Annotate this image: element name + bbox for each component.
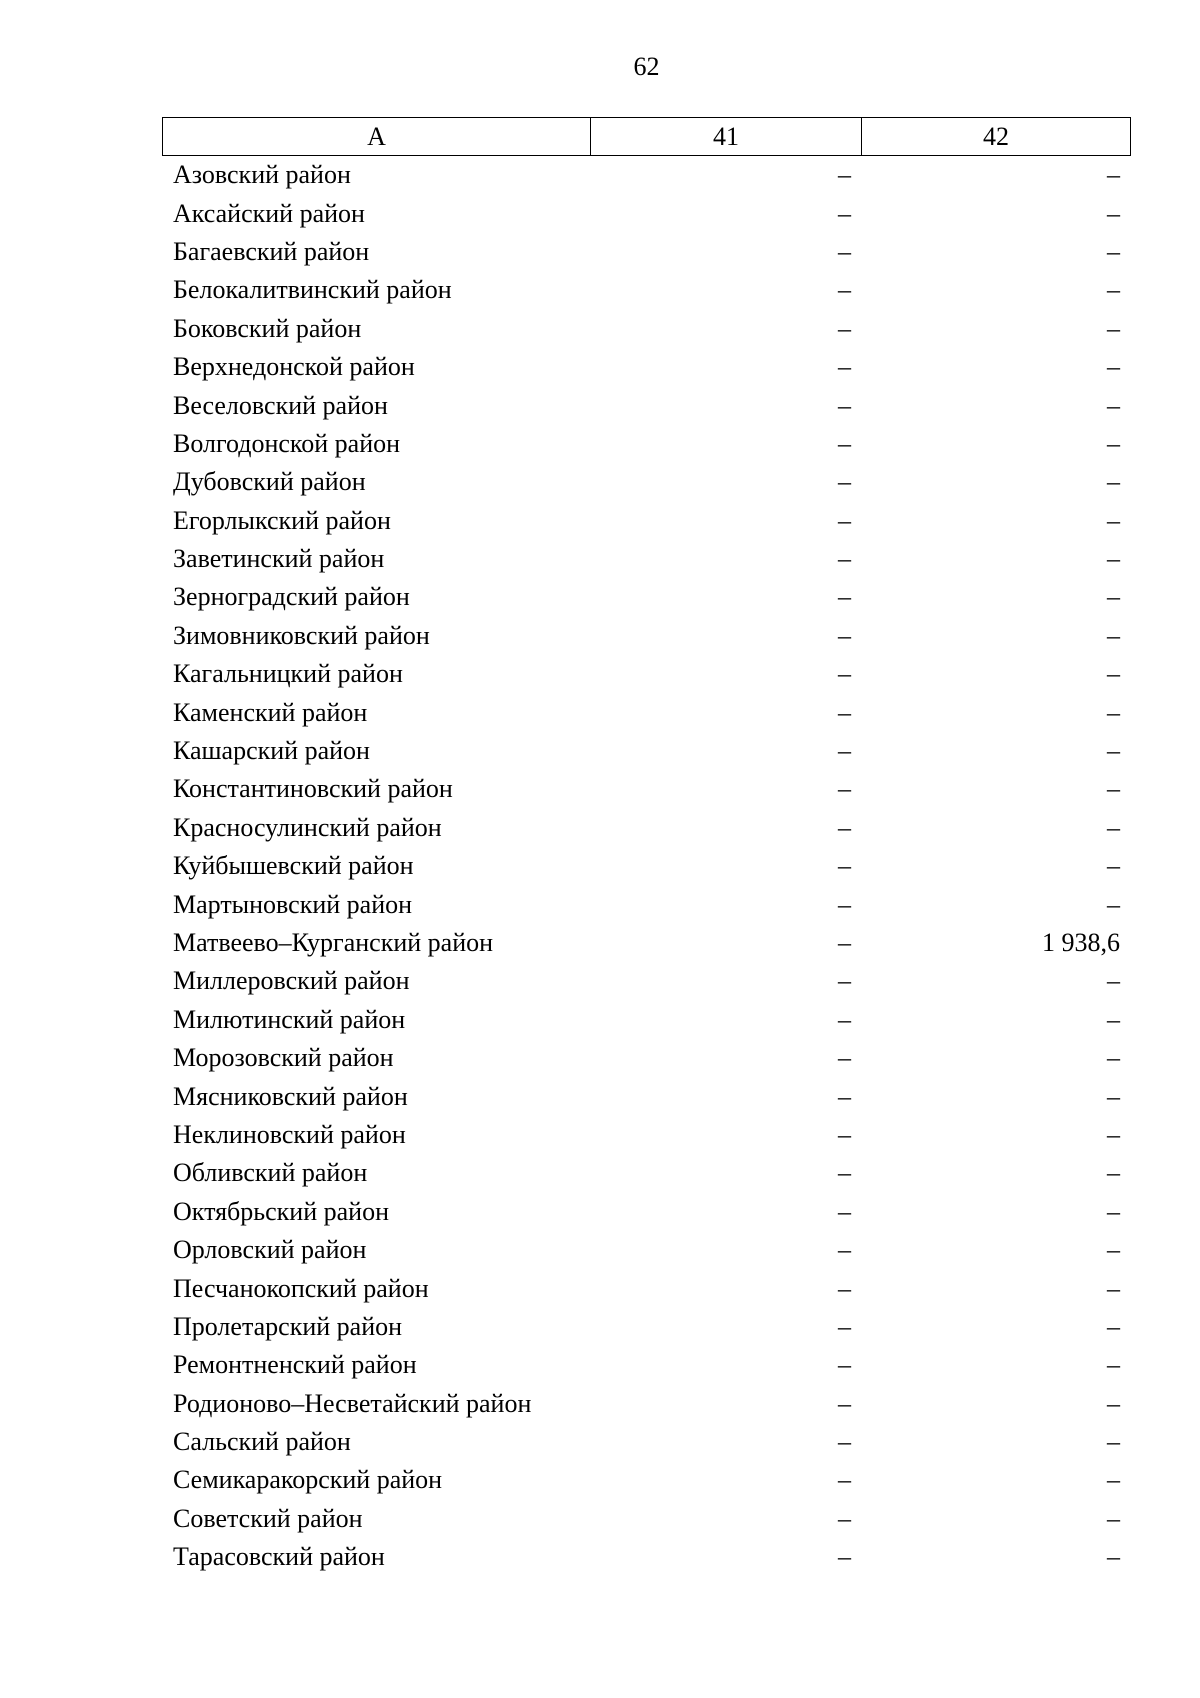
- value-col-41: –: [838, 1388, 851, 1418]
- table-row: [162, 1461, 1131, 1499]
- value-col-41: –: [838, 352, 851, 382]
- value-col-41: –: [838, 659, 851, 689]
- value-col-41: –: [838, 1350, 851, 1380]
- table-row: [162, 1423, 1131, 1461]
- district-name: Сальский район: [173, 1427, 351, 1457]
- table-row: [162, 1001, 1131, 1039]
- district-name: Советский район: [173, 1503, 363, 1533]
- value-col-42: –: [1107, 198, 1120, 228]
- value-col-41: –: [838, 851, 851, 881]
- value-col-41: –: [838, 505, 851, 535]
- table-row: [162, 502, 1131, 540]
- value-col-42: –: [1107, 1004, 1120, 1034]
- table-row: [162, 655, 1131, 693]
- table-row: [162, 1346, 1131, 1384]
- header-cell-42: 42: [983, 121, 1009, 151]
- value-col-41: –: [838, 544, 851, 574]
- district-name: Красносулинский район: [173, 812, 442, 842]
- value-col-42: –: [1107, 1350, 1120, 1380]
- table-row: [162, 693, 1131, 731]
- value-col-42: –: [1107, 1542, 1120, 1572]
- table-row: [162, 348, 1131, 386]
- value-col-41: –: [838, 966, 851, 996]
- value-col-42: –: [1107, 966, 1120, 996]
- value-col-42: –: [1107, 1427, 1120, 1457]
- value-col-42: –: [1107, 275, 1120, 305]
- header-cell-a: А: [163, 118, 591, 155]
- value-col-42: –: [1107, 160, 1120, 190]
- value-col-41: –: [838, 928, 851, 957]
- table-row: [162, 578, 1131, 616]
- table-row: [162, 1231, 1131, 1269]
- table-row: [162, 885, 1131, 923]
- table-header: [162, 117, 1131, 156]
- value-col-41: –: [838, 1235, 851, 1265]
- table-row: [162, 1116, 1131, 1154]
- value-col-41: –: [838, 275, 851, 305]
- table-row: [162, 386, 1131, 424]
- district-name: Неклиновский район: [173, 1119, 406, 1149]
- value-col-42: –: [1107, 1196, 1120, 1226]
- district-name: Милютинский район: [173, 1004, 406, 1034]
- district-name: Белокалитвинский район: [173, 275, 452, 305]
- table-row: [162, 1385, 1131, 1423]
- header-cell-41: 41: [591, 118, 862, 155]
- value-col-42: –: [1107, 659, 1120, 689]
- value-col-42: –: [1107, 1043, 1120, 1073]
- value-col-41: –: [838, 1311, 851, 1341]
- district-name: Куйбышевский район: [173, 851, 414, 881]
- table-row: [162, 463, 1131, 501]
- value-col-41: –: [838, 1158, 851, 1188]
- value-col-42: –: [1107, 1503, 1120, 1533]
- value-col-42: –: [1107, 1311, 1120, 1341]
- value-col-41: –: [838, 198, 851, 228]
- district-name: Верхнедонской район: [173, 352, 415, 382]
- table-row: [162, 156, 1131, 194]
- table-row: [162, 194, 1131, 232]
- value-col-41: –: [838, 1004, 851, 1034]
- value-col-42: –: [1107, 236, 1120, 266]
- district-name: Морозовский район: [173, 1043, 394, 1073]
- table-row: [162, 617, 1131, 655]
- value-col-42: –: [1107, 505, 1120, 535]
- table-row: [162, 1308, 1131, 1346]
- value-col-42: –: [1107, 1119, 1120, 1149]
- district-name: Веселовский район: [173, 390, 388, 420]
- district-name: Семикаракорский район: [173, 1465, 443, 1495]
- value-col-41: –: [838, 697, 851, 727]
- table-row: [162, 1193, 1131, 1231]
- value-col-42: –: [1107, 736, 1120, 766]
- value-col-41: –: [838, 1081, 851, 1111]
- value-col-41: –: [838, 1119, 851, 1149]
- district-name: Матвеево–Курганский район: [173, 928, 494, 957]
- district-name: Мартыновский район: [173, 889, 413, 919]
- district-name: Родионово–Несветайский район: [173, 1388, 532, 1418]
- value-col-42: –: [1107, 774, 1120, 804]
- value-col-42: –: [1107, 582, 1120, 612]
- value-col-41: –: [838, 1542, 851, 1572]
- value-col-42: –: [1107, 390, 1120, 420]
- table-row: [162, 1538, 1131, 1576]
- district-name: Аксайский район: [173, 198, 365, 228]
- value-col-41: –: [838, 774, 851, 804]
- district-name: Волгодонской район: [173, 428, 401, 458]
- district-name: Зерноградский район: [173, 582, 410, 612]
- district-name: Зимовниковский район: [173, 620, 430, 650]
- value-col-42: –: [1107, 544, 1120, 574]
- district-name: Обливский район: [173, 1158, 368, 1188]
- table-row: [162, 962, 1131, 1000]
- value-col-41: –: [838, 1043, 851, 1073]
- district-name: Мясниковский район: [173, 1081, 408, 1111]
- table-row: [162, 809, 1131, 847]
- value-col-42: –: [1107, 1235, 1120, 1265]
- district-name: Песчанокопский район: [173, 1273, 429, 1303]
- district-name: Октябрьский район: [173, 1196, 389, 1226]
- district-name: Каменский район: [173, 697, 368, 727]
- value-col-41: –: [838, 236, 851, 266]
- value-col-41: –: [838, 582, 851, 612]
- district-name: Кагальницкий район: [173, 659, 403, 689]
- value-col-42: –: [1107, 467, 1120, 497]
- value-col-41: –: [838, 160, 851, 190]
- value-col-41: –: [838, 889, 851, 919]
- table-row: [162, 1500, 1131, 1538]
- value-col-41: –: [838, 428, 851, 458]
- value-col-42: –: [1107, 1081, 1120, 1111]
- table-row: [162, 310, 1131, 348]
- value-col-42: –: [1107, 1388, 1120, 1418]
- district-name: Дубовский район: [173, 467, 366, 497]
- value-col-42: –: [1107, 697, 1120, 727]
- value-col-42: –: [1107, 428, 1120, 458]
- value-col-42: –: [1107, 620, 1120, 650]
- table-row: [162, 1269, 1131, 1307]
- district-name: Боковский район: [173, 313, 362, 343]
- value-col-41: –: [838, 1273, 851, 1303]
- value-col-42: 1 938,6: [1042, 928, 1120, 957]
- table-row: [162, 847, 1131, 885]
- value-col-42: –: [1107, 1273, 1120, 1303]
- value-col-41: –: [838, 1196, 851, 1226]
- table-row: [162, 1077, 1131, 1115]
- district-name: Багаевский район: [173, 236, 370, 266]
- table-row: [162, 924, 1131, 962]
- district-name: Пролетарский район: [173, 1311, 403, 1341]
- value-col-42: –: [1107, 1158, 1120, 1188]
- district-name: Миллеровский район: [173, 966, 410, 996]
- table-row: [162, 1154, 1131, 1192]
- value-col-41: –: [838, 390, 851, 420]
- value-col-42: –: [1107, 851, 1120, 881]
- value-col-41: –: [838, 467, 851, 497]
- district-name: Азовский район: [173, 160, 351, 190]
- value-col-41: –: [838, 1503, 851, 1533]
- district-name: Егорлыкский район: [173, 505, 391, 535]
- district-name: Орловский район: [173, 1235, 367, 1265]
- table-row: [162, 425, 1131, 463]
- value-col-42: –: [1107, 1465, 1120, 1495]
- district-name: Заветинский район: [173, 544, 385, 574]
- table-row: [162, 1039, 1131, 1077]
- district-name: Константиновский район: [173, 774, 453, 804]
- value-col-41: –: [838, 1427, 851, 1457]
- table-row: [162, 732, 1131, 770]
- value-col-41: –: [838, 812, 851, 842]
- value-col-42: –: [1107, 313, 1120, 343]
- value-col-42: –: [1107, 352, 1120, 382]
- table-row: [162, 540, 1131, 578]
- value-col-41: –: [838, 620, 851, 650]
- value-col-41: –: [838, 1465, 851, 1495]
- table-row: [162, 770, 1131, 808]
- table-row: [162, 271, 1131, 309]
- value-col-41: –: [838, 736, 851, 766]
- value-col-42: –: [1107, 889, 1120, 919]
- district-name: Кашарский район: [173, 736, 370, 766]
- value-col-41: –: [838, 313, 851, 343]
- value-col-42: –: [1107, 812, 1120, 842]
- table-row: [162, 233, 1131, 271]
- district-name: Ремонтненский район: [173, 1350, 417, 1380]
- table-body: [162, 156, 1131, 1576]
- district-name: Тарасовский район: [173, 1542, 385, 1572]
- page-number: 62: [633, 52, 660, 81]
